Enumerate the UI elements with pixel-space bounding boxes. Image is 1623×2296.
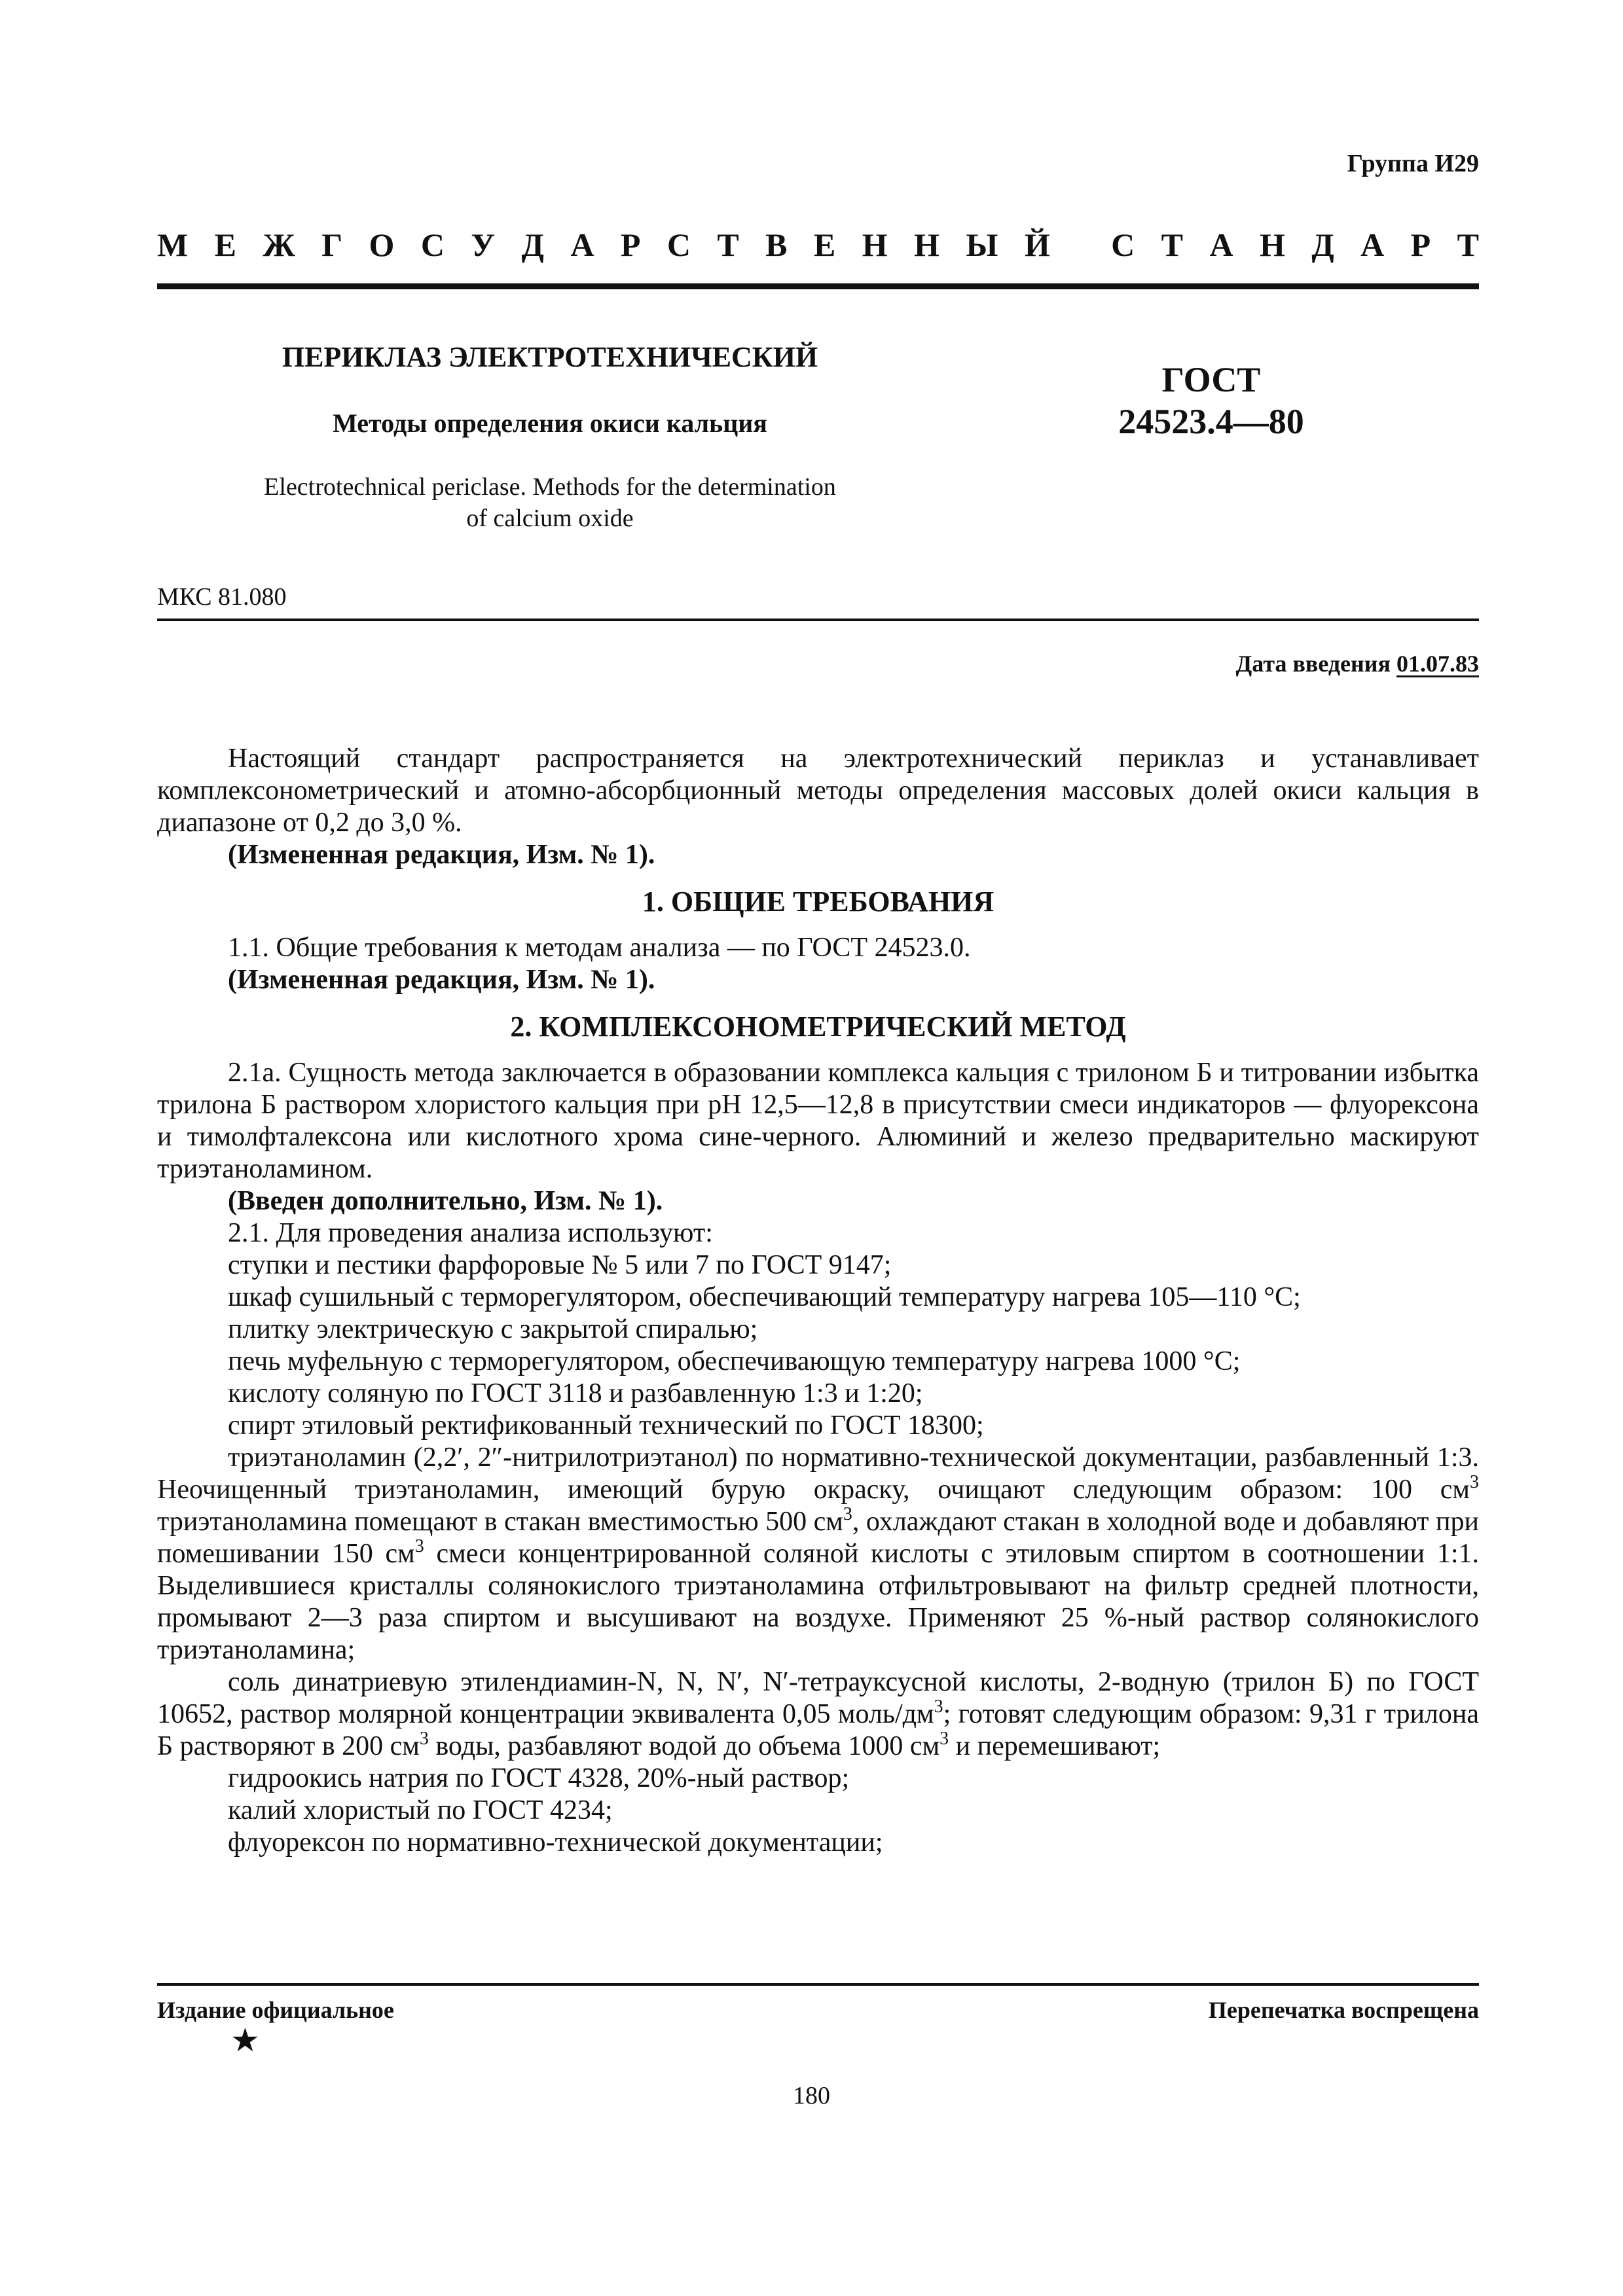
superscript: 3 <box>843 1504 852 1524</box>
intro-date-label: Дата введения <box>1235 651 1396 677</box>
text-run: смеси концентрированной соляной кислоты с этиловым спиртом в соотношении 1:1. Выделившиеся кристаллы солянокислого триэтаноламина отфильтровывают на фильтр средней плотности, промывают 2—3 раза спиртом и высушивают на воздухе. Применяют 25 %-ный раствор солянокислого триэтаноламина; <box>157 1539 1479 1665</box>
banner-letter: Т <box>717 226 739 263</box>
banner-letter: Н <box>914 226 939 263</box>
banner-letter: Й <box>1024 226 1050 263</box>
paragraph-intro: Настоящий стандарт распространяется на электротехнический периклаз и устанавливает комплексонометрический и атомно-абсорбционный методы определения массовых долей окиси кальция в диапазоне от 0,2 до 3,0 %. <box>157 744 1479 838</box>
paragraph-triethanolamine <box>157 1442 1479 1666</box>
mks-rule <box>157 619 1479 621</box>
amendment-note: (Измененная редакция, Изм. № 1). <box>228 840 655 870</box>
superscript: 3 <box>934 1696 943 1717</box>
banner-letter: Д <box>1311 226 1334 263</box>
banner-letter: С <box>666 226 691 263</box>
banner-letter: Ж <box>263 226 295 263</box>
official-edition-label: Издание официальное <box>157 1997 394 2023</box>
text-run: триэтаноламина помещают в стакан вместимостью 500 см <box>157 1507 843 1537</box>
english-title <box>157 471 943 534</box>
banner-spacer <box>1076 226 1085 264</box>
banner-letter: Т <box>1161 226 1184 263</box>
standard-banner <box>157 226 1479 264</box>
superscript: 3 <box>419 1729 429 1749</box>
star-icon: ★ <box>230 2022 260 2058</box>
banner-letter: А <box>570 226 594 263</box>
list-item: плитку электрическую с закрытой спиралью; <box>228 1314 758 1344</box>
banner-letter: А <box>1209 226 1233 263</box>
list-item: кислоту соляную по ГОСТ 3118 и разбавленную 1:3 и 1:20; <box>228 1378 923 1408</box>
document-body <box>157 743 1479 1859</box>
document-subtitle: Методы определения окиси кальция <box>333 408 767 438</box>
banner-letter: Р <box>620 226 641 263</box>
list-item: печь муфельную с терморегулятором, обеспечивающую температуру нагрева 1000 °С; <box>228 1346 1241 1376</box>
english-title-line: of calcium oxide <box>466 505 634 532</box>
introduction-date <box>1236 650 1480 677</box>
list-item: шкаф сушильный с терморегулятором, обеспечивающий температуру нагрева 105—110 °С; <box>228 1282 1301 1312</box>
banner-letter: Е <box>214 226 236 263</box>
group-code: Группа И29 <box>1347 150 1479 177</box>
text-run: , охлаждают стакан в холодной воде и добавляют при помешивании 150 см <box>157 1507 1479 1569</box>
list-item: ступки и пестики фарфоровые № 5 или 7 по ГОСТ 9147; <box>228 1250 892 1280</box>
banner-letter: О <box>369 226 395 263</box>
text-run: воды, разбавляют водой до объема 1000 см <box>428 1731 940 1761</box>
banner-letter: С <box>420 226 445 263</box>
text-run: соль динатриевую этилендиамин-N, N, N′, N′-тетрауксусной кислоты, 2-водную (трилон Б) по ГОСТ 10652, раствор молярной концентрации эквивалента 0,05 моль/дм <box>157 1667 1479 1729</box>
banner-letter: М <box>157 226 189 263</box>
text-run: триэтаноламин (2,2′, 2″-нитрилотриэтанол) по нормативно-технической документации, разбавленный 1:3. Неочищенный триэтаноламин, имеющий бурую окраску, очищают следующим образом: 100 см <box>157 1443 1479 1505</box>
amendment-note: (Введен дополнительно, Изм. № 1). <box>228 1186 663 1216</box>
footer-rule <box>157 1983 1479 1986</box>
banner-letter: Д <box>521 226 544 263</box>
paragraph-1-1: 1.1. Общие требования к методам анализа — по ГОСТ 24523.0. <box>228 933 971 963</box>
gost-label: ГОСТ <box>1161 360 1261 399</box>
header-rule <box>157 283 1479 289</box>
banner-letter: В <box>765 226 788 263</box>
banner-letter: С <box>1111 226 1135 263</box>
banner-letter: Е <box>813 226 836 263</box>
intro-date-value: 01.07.83 <box>1396 651 1479 677</box>
banner-letter: Ы <box>966 226 998 263</box>
text-run: и перемешивают; <box>949 1731 1161 1761</box>
banner-letter: Р <box>1410 226 1431 263</box>
gost-number: 24523.4—80 <box>1118 402 1304 441</box>
amendment-note: (Измененная редакция, Изм. № 1). <box>228 965 655 995</box>
page-number: 180 <box>793 2082 830 2109</box>
paragraph-2-1: 2.1. Для проведения анализа используют: <box>228 1218 713 1248</box>
superscript: 3 <box>939 1729 949 1749</box>
list-item: флуорексон по нормативно-технической документации; <box>228 1827 883 1857</box>
paragraph-2-1a: 2.1а. Сущность метода заключается в образовании комплекса кальция с трилоном Б и титровании избытка трилона Б раствором хлористого кальция при pH 12,5—12,8 в присутствии смеси индикаторов — флуорексона и тимолфталексона или кислотного хрома сине-черного. Алюминий и железо предварительно маскируют триэтаноламином. <box>157 1058 1479 1184</box>
list-item: гидроокись натрия по ГОСТ 4328, 20%-ный раствор; <box>228 1763 850 1793</box>
document-title: ПЕРИКЛАЗ ЭЛЕКТРОТЕХНИЧЕСКИЙ <box>282 341 818 373</box>
banner-letter: Н <box>862 226 888 263</box>
gost-designation <box>1074 359 1349 442</box>
banner-letter: У <box>471 226 496 263</box>
banner-letter: Г <box>321 226 343 263</box>
mks-code: МКС 81.080 <box>157 583 287 611</box>
banner-letter: А <box>1360 226 1385 263</box>
paragraph-trilon <box>157 1666 1479 1763</box>
superscript: 3 <box>414 1536 424 1556</box>
list-item: спирт этиловый ректификованный технический по ГОСТ 18300; <box>228 1410 984 1441</box>
banner-letter: Т <box>1457 226 1479 263</box>
section-heading-2: 2. КОМПЛЕКСОНОМЕТРИЧЕСКИЙ МЕТОД <box>510 1011 1126 1043</box>
title-block <box>157 340 943 534</box>
section-heading-1: 1. ОБЩИЕ ТРЕБОВАНИЯ <box>642 886 994 918</box>
banner-letter: Н <box>1259 226 1285 263</box>
superscript: 3 <box>1470 1472 1479 1492</box>
text-run: ; готовят следующим образом: 9,31 г трилона Б растворяют в 200 см <box>157 1699 1479 1761</box>
english-title-line: Electrotechnical periclase. Methods for the determination <box>264 473 836 501</box>
list-item: калий хлористый по ГОСТ 4234; <box>228 1795 613 1825</box>
reprint-prohibited-label: Перепечатка воспрещена <box>1208 1997 1479 2023</box>
